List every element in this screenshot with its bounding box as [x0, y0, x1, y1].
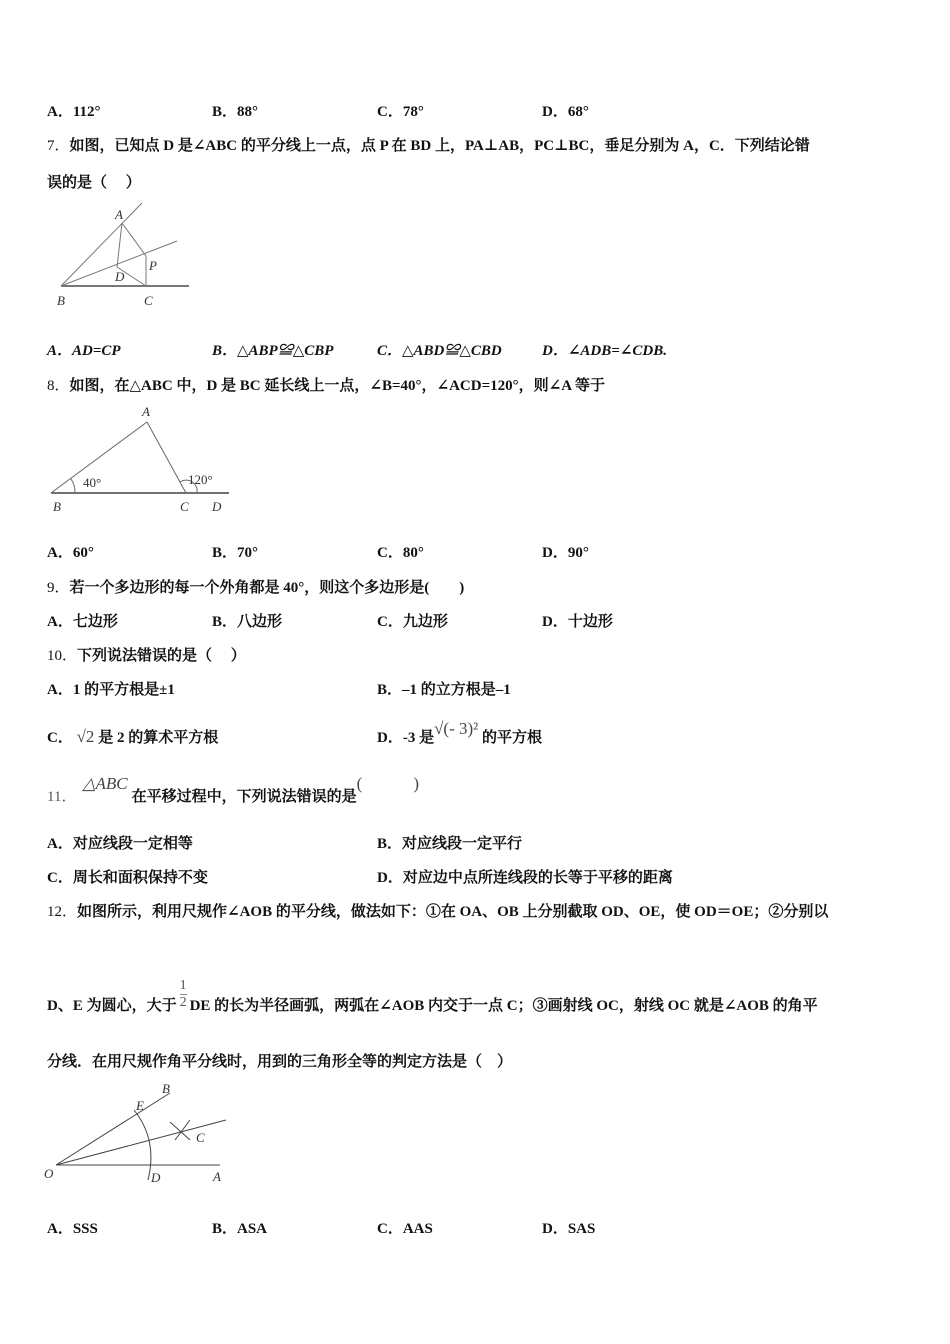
q11-option-a: A．对应线段一定相等 [47, 836, 193, 852]
q12-text-line1: 如图所示，利用尺规作∠AOB 的平分线，做法如下：①在 OA、OB 上分别截取 OD、OE，使 OD＝OE；②分别以 [77, 904, 829, 920]
sqrt-2-formula: √2 [76, 727, 95, 746]
option-d-suffix: 的平方根 [482, 730, 543, 746]
q11-option-b: B．对应线段一定平行 [377, 836, 523, 852]
label-c: C [144, 293, 153, 308]
q10-option-c [47, 727, 218, 748]
label-o: O [44, 1166, 54, 1181]
q10-option-d [377, 719, 543, 748]
q11-answer-paren: ( ) [356, 774, 419, 793]
option-c-prefix: C． [47, 730, 73, 746]
label-b: B [162, 1081, 170, 1096]
q10-option-a: A．1 的平方根是±1 [47, 682, 175, 698]
label-b: B [53, 499, 61, 514]
q8-number: 8． [47, 378, 70, 394]
q12-figure [40, 1080, 240, 1190]
q6-option-c: C．78° [377, 104, 424, 120]
q8-option-a: A．60° [47, 545, 94, 561]
line2-start: D、E 为圆心，大于 [47, 997, 177, 1014]
q9-number: 9． [47, 580, 70, 596]
ray-ob [56, 1093, 170, 1165]
option-c-suffix: 是 2 的算术平方根 [98, 730, 219, 746]
label-a: A [213, 1169, 221, 1184]
q12-question [47, 902, 828, 922]
q9-option-d: D．十边形 [542, 614, 613, 630]
q12-option-d: D．SAS [542, 1221, 596, 1237]
q7-option-b: B．△ABP≌△CBP [212, 343, 334, 359]
label-a: A [115, 207, 123, 222]
q6-option-a: A．112° [47, 104, 101, 120]
q11-question [47, 774, 419, 807]
fraction-denominator: 2 [179, 995, 187, 1010]
q9-text: 若一个多边形的每一个外角都是 40°，则这个多边形是( ) [69, 580, 465, 596]
label-a: A [142, 404, 150, 419]
q8-option-d: D．90° [542, 545, 589, 561]
line-ap [122, 223, 146, 256]
option-d-prefix: D．-3 是 [377, 730, 435, 746]
sqrt-neg3-squared-formula: √(- 3)² [434, 719, 479, 738]
q9-option-a: A．七边形 [47, 614, 118, 630]
q8-option-b: B．70° [212, 545, 259, 561]
q12-number: 12． [47, 904, 78, 920]
q11-number: 11． [47, 789, 77, 805]
q10-number: 10． [47, 648, 78, 664]
triangle-abc-formula: △ABC [82, 774, 128, 793]
arc-de [134, 1110, 151, 1180]
q12-option-b: B．ASA [212, 1221, 268, 1237]
angle-b-arc [71, 479, 75, 493]
q8-figure [47, 403, 237, 518]
q8-option-c: C．80° [377, 545, 424, 561]
q12-text-line3: 分线．在用尺规作角平分线时，用到的三角形全等的判定方法是（ ） [47, 1054, 513, 1070]
label-c: C [196, 1130, 205, 1145]
line2-end: DE 的长为半径画弧，两弧在∠AOB 内交于一点 C；③画射线 OC，射线 OC 就是∠AOB 的角平 [189, 997, 818, 1014]
q12-option-a: A．SSS [47, 1221, 98, 1237]
q7-text-line2: 误的是（ ） [47, 175, 141, 191]
q8-text: 如图，在△ABC 中，D 是 BC 延长线上一点，∠B=40°，∠ACD=120°，则∠A 等于 [69, 378, 605, 394]
q7-question [47, 136, 810, 156]
q7-option-a: A．AD=CP [47, 343, 121, 359]
label-d: D [212, 499, 222, 514]
label-d: D [151, 1170, 161, 1185]
side-ac [147, 422, 186, 493]
label-e: E [136, 1098, 144, 1113]
line-ad [117, 223, 122, 267]
q12-option-c: C．AAS [377, 1221, 433, 1237]
fraction-numerator: 1 [179, 978, 187, 993]
label-d: D [115, 269, 125, 284]
label-c: C [180, 499, 189, 514]
q9-option-b: B．八边形 [212, 614, 283, 630]
q7-figure [47, 203, 197, 313]
q6-option-d: D．68° [542, 104, 589, 120]
q6-option-b: B．88° [212, 104, 259, 120]
q8-question [47, 376, 605, 396]
one-half-fraction [180, 978, 187, 1011]
q11-option-d: D．对应边中点所连线段的长等于平移的距离 [377, 870, 673, 886]
q12-text-line2 [47, 978, 818, 1023]
label-b: B [57, 293, 65, 308]
ray-ba [61, 203, 142, 286]
label-p: P [149, 258, 157, 273]
q11-text: 在平移过程中，下列说法错误的是 [131, 789, 357, 805]
q10-question [47, 646, 246, 666]
q11-option-c: C．周长和面积保持不变 [47, 870, 208, 886]
label-angle-c: 120° [188, 472, 213, 487]
q10-option-b: B．–1 的立方根是–1 [377, 682, 511, 698]
q9-question [47, 578, 464, 598]
label-angle-b: 40° [83, 475, 102, 490]
q7-number: 7． [47, 138, 70, 154]
q7-text-line1: 如图，已知点 D 是∠ABC 的平分线上一点，点 P 在 BD 上，PA⊥AB，PC⊥BC，垂足分别为 A，C．下列结论错 [69, 138, 810, 154]
q9-option-c: C．九边形 [377, 614, 448, 630]
q10-text: 下列说法错误的是（ ） [77, 648, 246, 664]
q7-option-c: C．△ABD≌△CBD [377, 343, 502, 359]
q7-option-d: D．∠ADB=∠CDB. [542, 343, 667, 359]
